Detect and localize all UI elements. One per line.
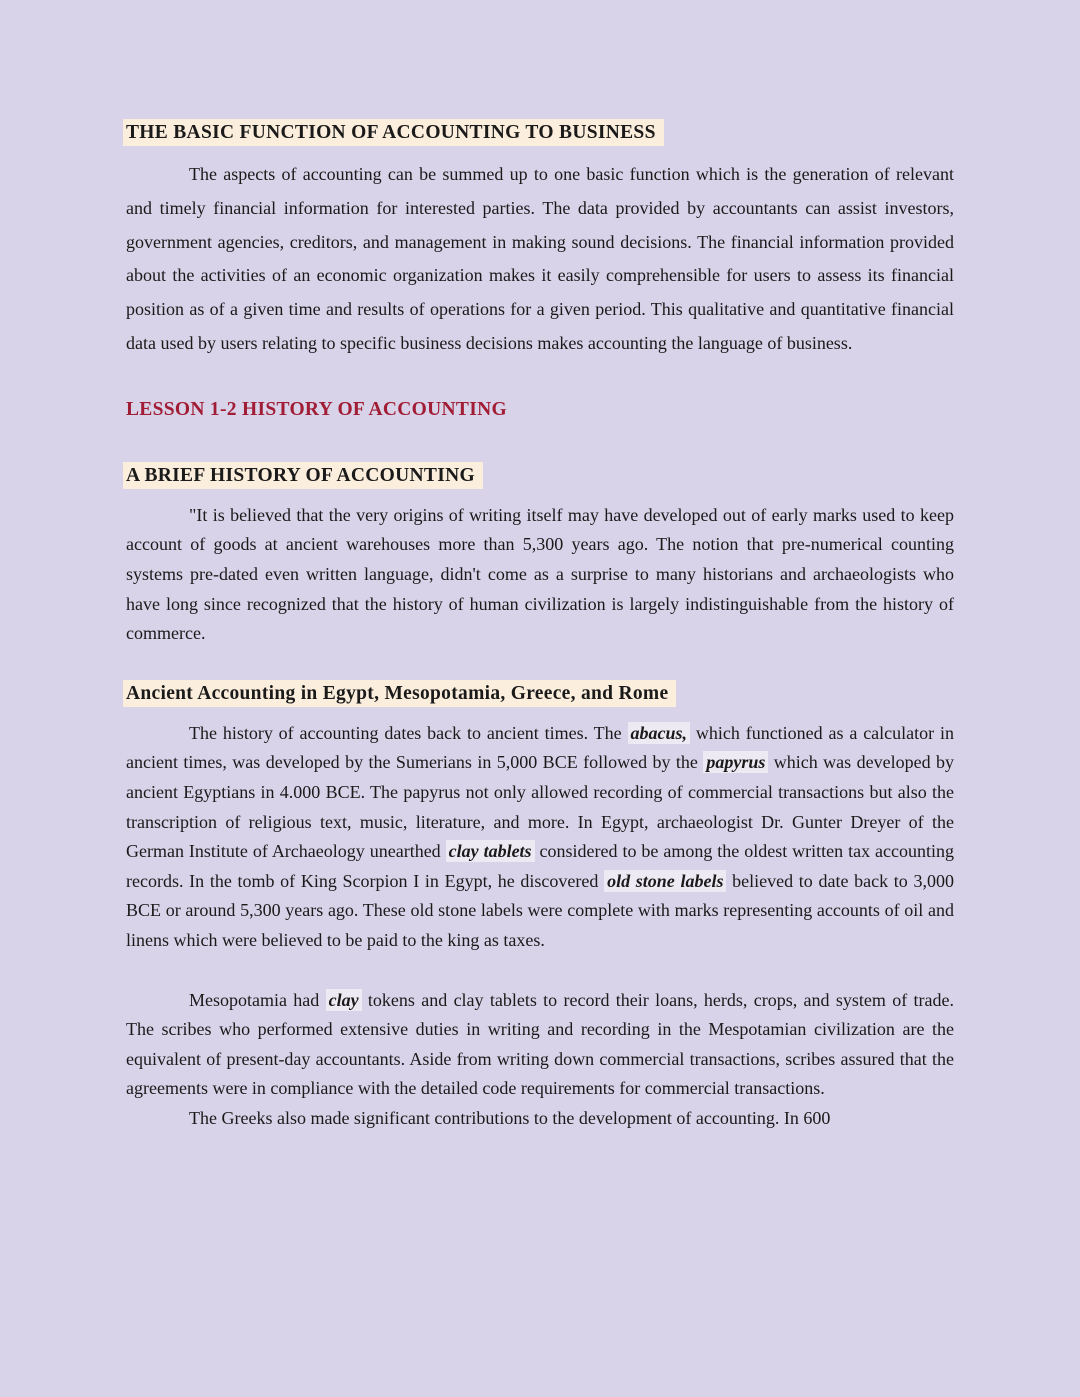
heading-brief-history xyxy=(126,461,954,491)
paragraph-brief-history: "It is believed that the very origins of writing itself may have developed out of early marks used to keep account of goods at ancient warehouses more than 5,300 years ago. The notion that pre-numerical counting systems pre-dated even written language, didn't come as a surprise to many historians and archaeologists who have long since recognized that the history of human civilization is largely indistinguishable from the history of commerce. xyxy=(126,504,954,644)
highlighted-term: papyrus xyxy=(703,751,768,773)
heading-ancient-accounting xyxy=(126,679,954,709)
highlighted-term: clay xyxy=(326,989,362,1011)
heading-basic-function xyxy=(126,118,954,148)
heading-highlight: A BRIEF HISTORY OF ACCOUNTING xyxy=(123,462,483,489)
paragraph-text: which was developed by ancient Egyptians in 4.000 BCE. The papyrus not only allowed recording of commercial transactions but also the transcription of religious text, music, literature, and more. In Egypt, archaeologist Dr. Gunter Dreyer of the German Institute of Archaeology unearthed xyxy=(126,752,954,862)
heading-highlight: THE BASIC FUNCTION OF ACCOUNTING TO BUSINESS xyxy=(123,119,664,146)
heading-lesson-1-2: LESSON 1-2 HISTORY OF ACCOUNTING xyxy=(126,398,507,420)
paragraph-text: The history of accounting dates back to ancient times. The xyxy=(189,722,628,743)
paragraph-text: which functioned as a calculator in ancient times, was developed by the Sumerians in 5,000 BCE followed by the xyxy=(126,722,954,773)
highlighted-term: abacus, xyxy=(628,722,691,744)
heading-highlight: Ancient Accounting in Egypt, Mesopotamia, Greece, and Rome xyxy=(123,680,676,707)
paragraph-text: believed to date back to 3,000 BCE or around 5,300 years ago. These old stone labels were complete with marks representing accounts of oil and linens which were believed to be paid to the king as taxes. xyxy=(126,870,954,950)
paragraph-ancient-egypt xyxy=(126,719,954,956)
highlighted-term: old stone labels xyxy=(604,870,726,892)
paragraph-text: considered to be among the oldest written tax accounting records. In the tomb of King Scorpion I in Egypt, he discovered xyxy=(126,841,954,891)
highlighted-term: clay tablets xyxy=(446,840,535,862)
paragraph-text: Mesopotamia had xyxy=(189,989,326,1010)
paragraph-mesopotamia xyxy=(126,986,954,1104)
paragraph-basic-function: The aspects of accounting can be summed up to one basic function which is the generation of relevant and timely financial information for interested parties. The data provided by accountants can assist investors, government agencies, creditors, and management in making sound decisions. The financial information provided about the activities of an economic organization makes it easily comprehensible for users to assess its financial position as of a given time and results of operations for a given period. This qualitative and quantitative financial data used by users relating to specific business decisions makes accounting the language of business. xyxy=(126,164,954,353)
paragraph-greeks: The Greeks also made significant contributions to the development of accounting. In 600 xyxy=(189,1107,831,1128)
document-page xyxy=(126,0,954,1133)
paragraph-text: tokens and clay tablets to record their loans, herds, crops, and system of trade. The scribes who performed extensive duties in writing and recording in the Mespotamian civilization are the equivalent of present-day accountants. Aside from writing down commercial transactions, scribes assured that the agreements were in compliance with the detailed code requirements for commercial transactions. xyxy=(126,989,954,1099)
